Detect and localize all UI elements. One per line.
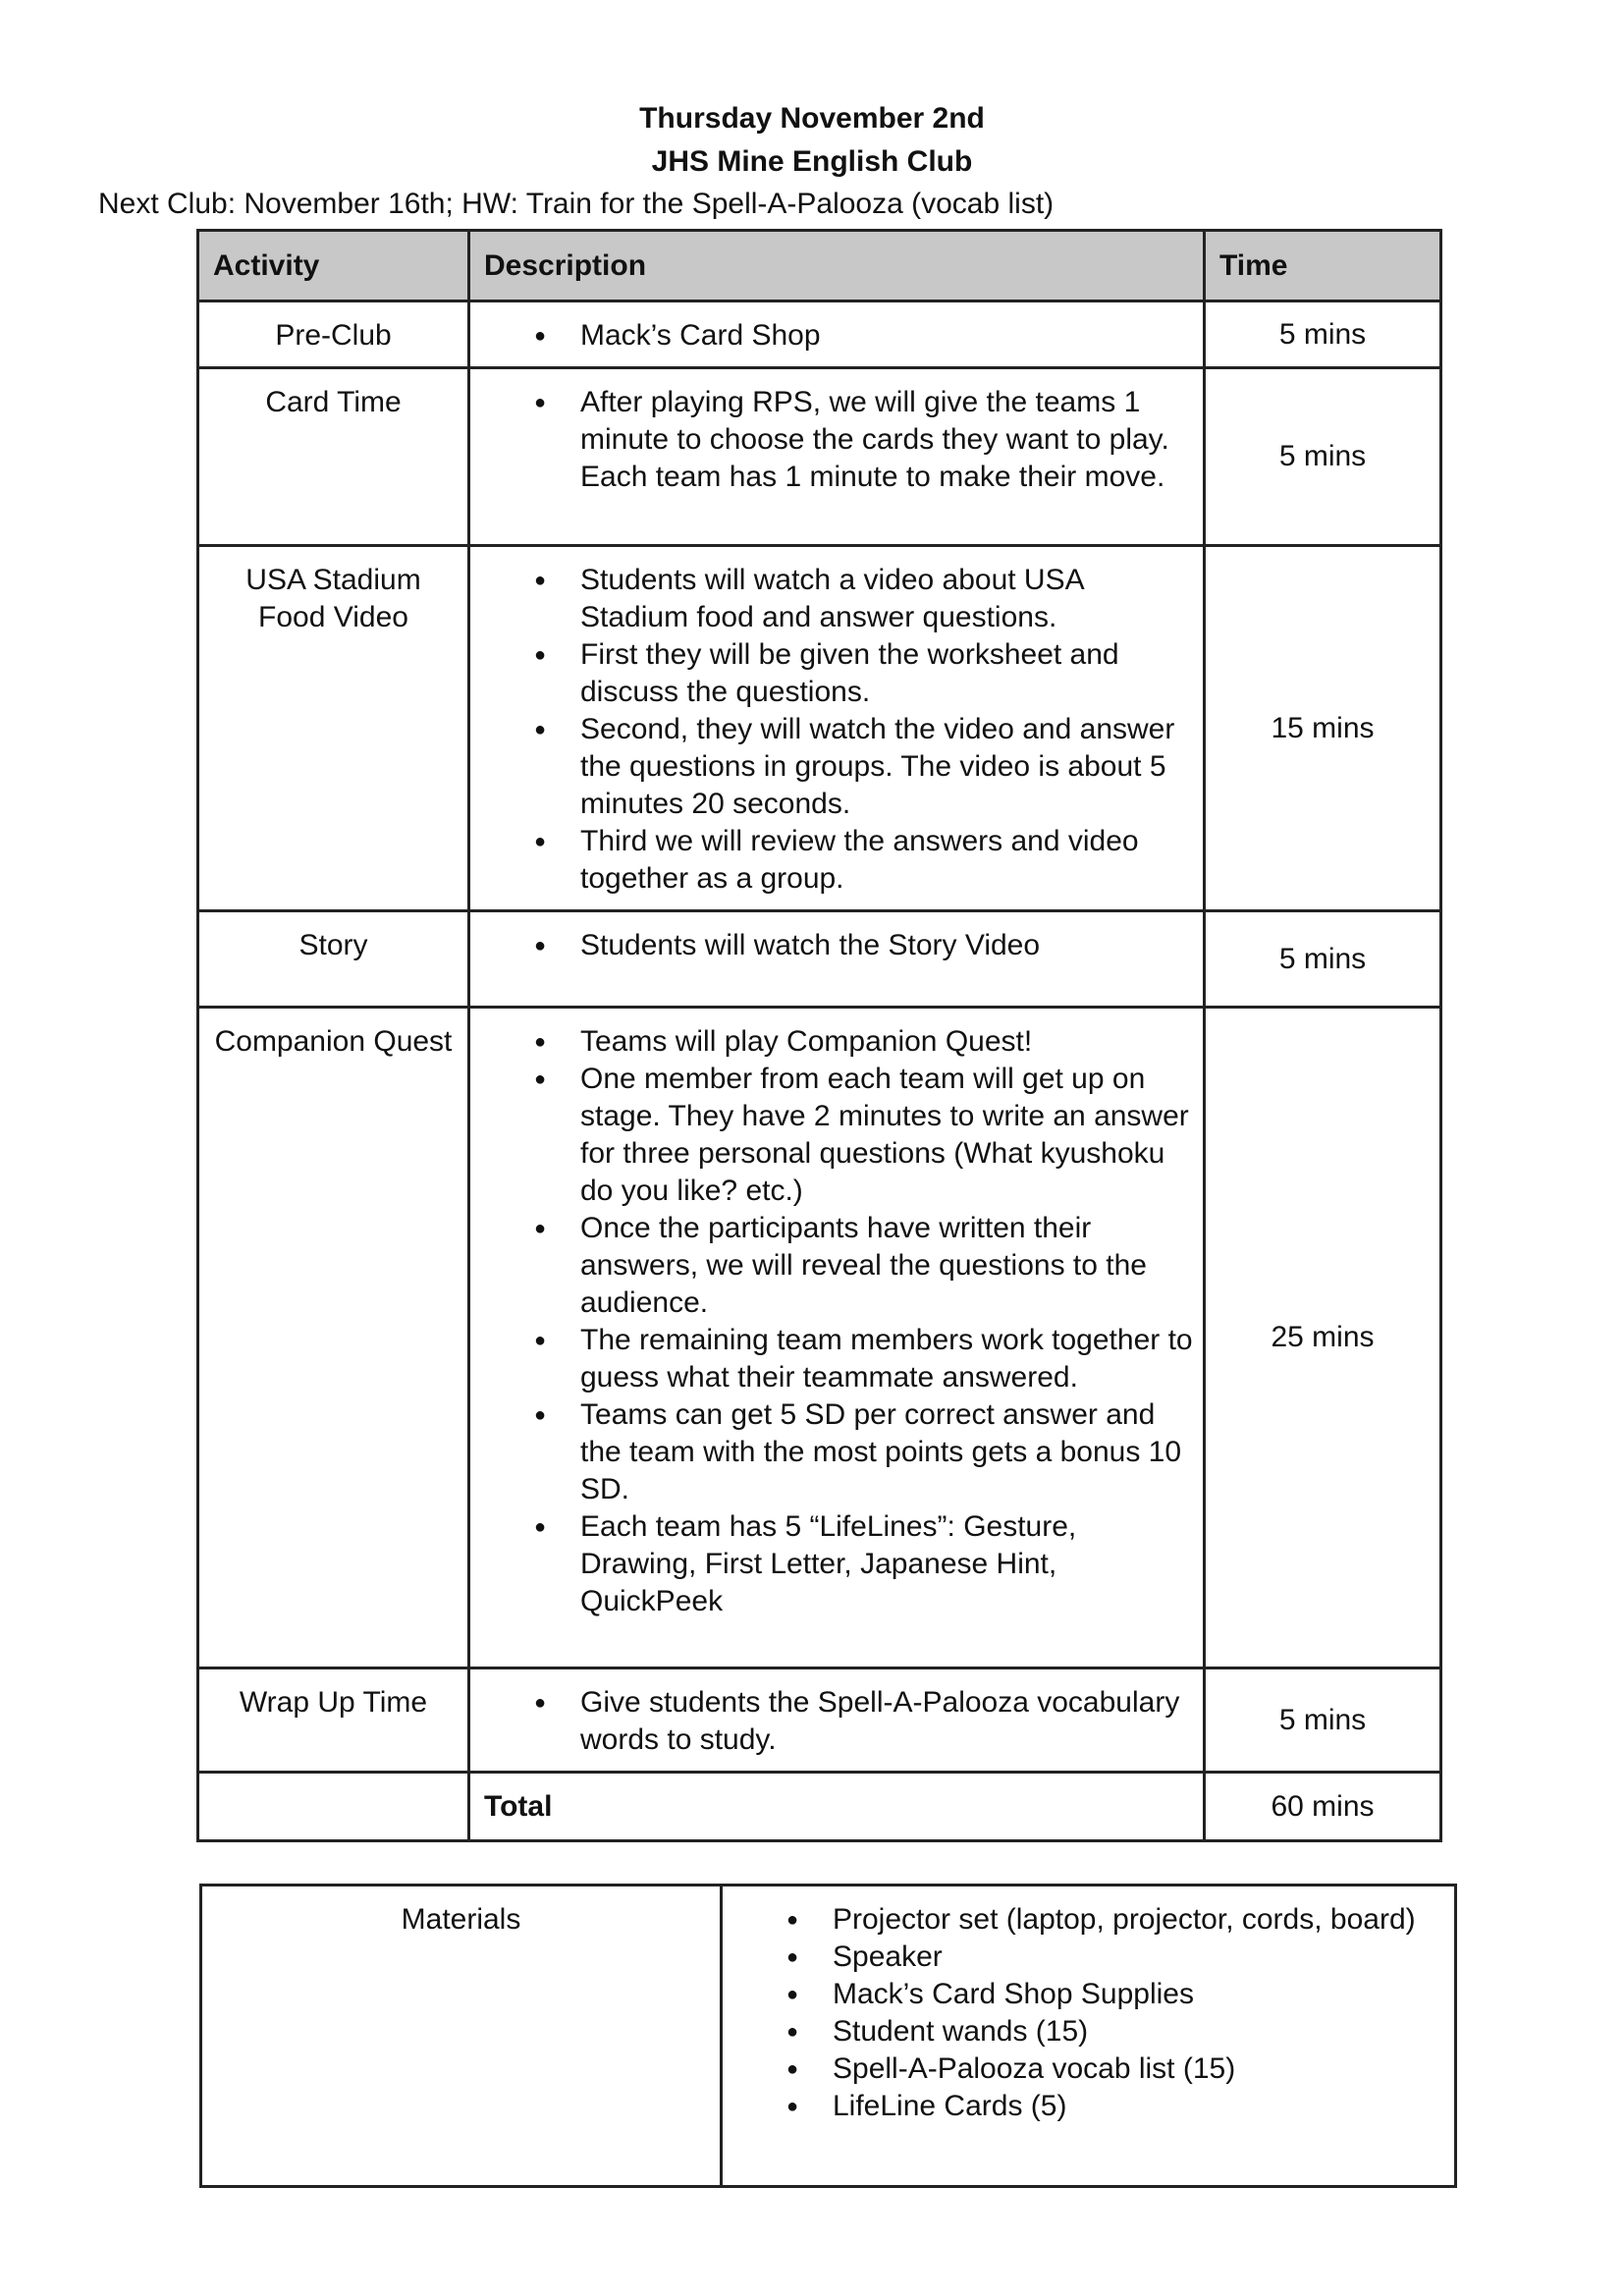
column-header-activity: Activity bbox=[198, 231, 469, 301]
list-item: ● After playing RPS, we will give the teams 1 minute to choose the cards they want to play. Each team has 1 minute to make their move. bbox=[470, 384, 1193, 496]
list-item: ● Each team has 5 “LifeLines”: Gesture, Drawing, First Letter, Japanese Hint, QuickPeek bbox=[470, 1508, 1193, 1620]
list-item: ● First they will be given the worksheet and discuss the questions. bbox=[470, 636, 1193, 711]
total-row bbox=[198, 1773, 1441, 1841]
list-item: ● Speaker bbox=[723, 1939, 1440, 1976]
table-row bbox=[198, 1008, 1441, 1668]
description-cell bbox=[469, 301, 1205, 368]
description-list bbox=[470, 1023, 1193, 1620]
materials-label: Materials bbox=[201, 1886, 722, 2187]
list-item: ● Projector set (laptop, projector, cords, board) bbox=[723, 1901, 1440, 1939]
list-item: ● Second, they will watch the video and answer the questions in groups. The video is about 5 minutes 20 seconds. bbox=[470, 711, 1193, 823]
club-name-heading: JHS Mine English Club bbox=[651, 145, 973, 178]
description-list bbox=[470, 562, 1193, 898]
schedule-table bbox=[196, 229, 1442, 1842]
activity-cell: Pre-Club bbox=[198, 301, 469, 368]
list-item: ● Students will watch a video about USA Stadium food and answer questions. bbox=[470, 562, 1193, 636]
materials-list bbox=[723, 1901, 1440, 2125]
list-item: ● LifeLine Cards (5) bbox=[723, 2088, 1440, 2125]
materials-row bbox=[201, 1886, 1456, 2187]
description-cell bbox=[469, 1008, 1205, 1668]
next-club-note: Next Club: November 16th; HW: Train for the Spell-A-Palooza (vocab list) bbox=[98, 188, 1055, 220]
table-row bbox=[198, 546, 1441, 911]
list-item: ● Once the participants have written their answers, we will reveal the questions to the audience. bbox=[470, 1210, 1193, 1322]
list-item: ● Teams can get 5 SD per correct answer and the team with the most points gets a bonus 10 SD. bbox=[470, 1396, 1193, 1508]
list-item: ● Students will watch the Story Video bbox=[470, 927, 1193, 964]
total-label: Total bbox=[469, 1773, 1205, 1841]
materials-list-cell bbox=[722, 1886, 1456, 2187]
description-cell bbox=[469, 911, 1205, 1008]
list-item: ● Mack’s Card Shop bbox=[470, 317, 1193, 355]
time-cell: 5 mins bbox=[1205, 911, 1441, 1008]
column-header-time: Time bbox=[1205, 231, 1441, 301]
activity-cell: Companion Quest bbox=[198, 1008, 469, 1668]
table-row bbox=[198, 1668, 1441, 1773]
time-cell: 25 mins bbox=[1205, 1008, 1441, 1668]
time-cell: 5 mins bbox=[1205, 368, 1441, 546]
total-time: 60 mins bbox=[1205, 1773, 1441, 1841]
activity-cell: Wrap Up Time bbox=[198, 1668, 469, 1773]
total-empty-cell bbox=[198, 1773, 469, 1841]
description-list bbox=[470, 317, 1193, 355]
column-header-description: Description bbox=[469, 231, 1205, 301]
table-row bbox=[198, 911, 1441, 1008]
description-cell bbox=[469, 368, 1205, 546]
description-cell bbox=[469, 1668, 1205, 1773]
time-cell: 15 mins bbox=[1205, 546, 1441, 911]
description-list bbox=[470, 927, 1193, 964]
description-list bbox=[470, 384, 1193, 496]
list-item: ● Spell-A-Palooza vocab list (15) bbox=[723, 2050, 1440, 2088]
time-cell: 5 mins bbox=[1205, 301, 1441, 368]
time-cell: 5 mins bbox=[1205, 1668, 1441, 1773]
schedule-header-row bbox=[198, 231, 1441, 301]
document-date-heading: Thursday November 2nd bbox=[639, 102, 985, 135]
activity-cell: Story bbox=[198, 911, 469, 1008]
list-item: ● Mack’s Card Shop Supplies bbox=[723, 1976, 1440, 2013]
list-item: ● One member from each team will get up on stage. They have 2 minutes to write an answer for three personal questions (What kyushoku do you like? etc.) bbox=[470, 1061, 1193, 1210]
description-list bbox=[470, 1684, 1193, 1759]
table-row bbox=[198, 368, 1441, 546]
activity-cell: USA Stadium Food Video bbox=[198, 546, 469, 911]
list-item: ● Give students the Spell-A-Palooza vocabulary words to study. bbox=[470, 1684, 1193, 1759]
materials-table bbox=[199, 1884, 1457, 2188]
description-cell bbox=[469, 546, 1205, 911]
list-item: ● Student wands (15) bbox=[723, 2013, 1440, 2050]
list-item: ● Third we will review the answers and video together as a group. bbox=[470, 823, 1193, 898]
list-item: ● Teams will play Companion Quest! bbox=[470, 1023, 1193, 1061]
activity-cell: Card Time bbox=[198, 368, 469, 546]
list-item: ● The remaining team members work together to guess what their teammate answered. bbox=[470, 1322, 1193, 1396]
table-row bbox=[198, 301, 1441, 368]
